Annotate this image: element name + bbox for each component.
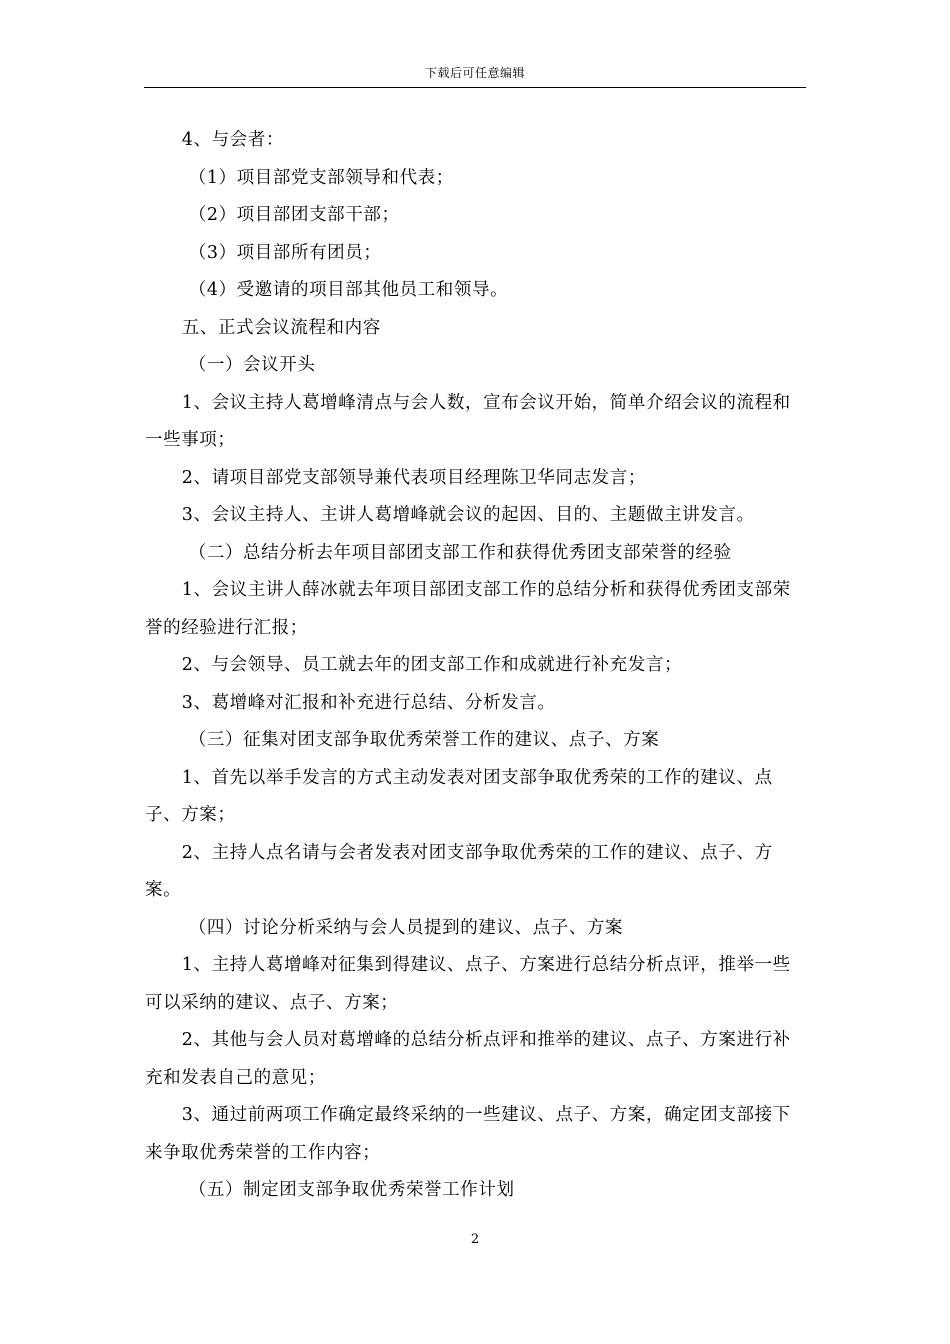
subsection-heading-2: （二）总结分析去年项目部团支部工作和获得优秀团支部荣誉的经验 (188, 542, 732, 563)
header-note: 下载后可任意编辑 (424, 66, 525, 80)
header-divider (144, 87, 806, 88)
paragraph-summary-1: 1、会议主讲人薛冰就去年项目部团支部工作的总结分析和获得优秀团支部荣誉的经验进行汇报； (145, 580, 791, 638)
paragraph-opening-2: 2、请项目部党支部领导兼代表项目经理陈卫华同志发言； (181, 467, 646, 488)
paragraph-collect-2: 2、主持人点名请与会者发表对团支部争取优秀荣的工作的建议、点子、方案。 (145, 842, 773, 900)
section-heading-five: 五、正式会议流程和内容 (181, 317, 381, 338)
subsection-heading-1: （一）会议开头 (188, 355, 316, 375)
page-number: 2 (470, 1232, 480, 1247)
paragraph-summary-3: 3、葛增峰对汇报和补充进行总结、分析发言。 (181, 692, 556, 713)
paragraph-opening-1: 1、会议主持人葛增峰清点与会人数，宣布会议开始，简单介绍会议的流程和一些事项； (145, 392, 791, 450)
subsection-heading-5: （五）制定团支部争取优秀荣誉工作计划 (188, 1180, 515, 1200)
paragraph-attendees-heading: 4、与会者： (181, 130, 284, 150)
paragraph-attendee-4: （4）受邀请的项目部其他员工和领导。 (188, 280, 509, 300)
paragraph-discuss-2: 2、其他与会人员对葛增峰的总结分析点评和推举的建议、点子、方案进行补充和发表自己的意见； (145, 1030, 791, 1088)
subsection-heading-4: （四）讨论分析采纳与会人员提到的建议、点子、方案 (188, 917, 624, 938)
paragraph-attendee-1: （1）项目部党支部领导和代表； (188, 167, 454, 188)
paragraph-attendee-2: （2）项目部团支部干部； (188, 205, 400, 225)
paragraph-attendee-3: （3）项目部所有团员； (188, 242, 382, 263)
paragraph-discuss-1: 1、主持人葛增峰对征集到得建议、点子、方案进行总结分析点评，推举一些可以采纳的建议、点子、方案； (145, 955, 791, 1013)
document-body (145, 122, 807, 1210)
subsection-heading-3: （三）征集对团支部争取优秀荣誉工作的建议、点子、方案 (188, 730, 660, 750)
paragraph-collect-1: 1、首先以举手发言的方式主动发表对团支部争取优秀荣的工作的建议、点子、方案； (145, 767, 773, 825)
paragraph-discuss-3: 3、通过前两项工作确定最终采纳的一些建议、点子、方案，确定团支部接下来争取优秀荣誉的工作内容； (145, 1105, 791, 1163)
paragraph-summary-2: 2、与会领导、员工就去年的团支部工作和成就进行补充发言； (181, 655, 683, 675)
paragraph-opening-3: 3、会议主持人、主讲人葛增峰就会议的起因、目的、主题做主讲发言。 (181, 505, 755, 525)
